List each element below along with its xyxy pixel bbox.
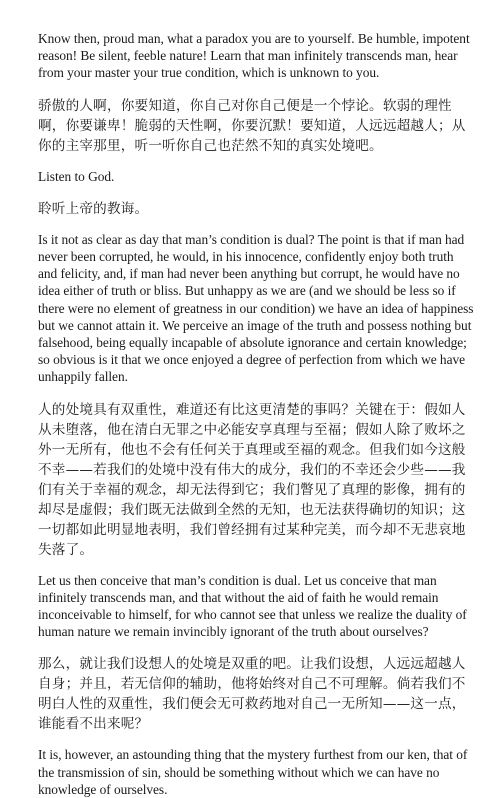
- paragraph-en-5: It is, however, an astounding thing that the mystery furthest from our ken, that of the transmission of sin, should be something without which we can have no knowledge of ourselves.: [38, 747, 468, 797]
- paragraph-en-3: Is it not as clear as day that man’s condition is dual? The point is that if man had never been corrupted, he would, in his innocence, confidently enjoy both truth and felicity, and, if man had never been anything but corrupt, he would have no idea either of truth or bliss. But unhappy as we are (and we should be less so if there were no element of greatness in our condition) we have an idea of happiness but we cannot attain it. We perceive an image of the truth and possess nothing but falsehood, being equally incapable of absolute ignorance and certain knowledge; so obvious is it that we once enjoyed a degree of perfection from which we have unhappily fallen.: [38, 231, 474, 385]
- paragraph-zh-3: 人的处境具有双重性，难道还有比这更清楚的事吗？关键在于：假如人从未堕落，他在清白无罪之中必能安享真理与至福；假如人除了败坏之外一无所有，他也不会有任何关于真理或至福的观念。但我们如今这般不幸——若我们的处境中没有伟大的成分，我们的不幸还会少些——我们有关于幸福的观念，却无法得到它；我们瞥见了真理的影像，拥有的却尽是虚假；我们既无法做到全然的无知，也无法获得确切的知识；这一切都如此明显地表明，我们曾经拥有过某种完美，而今却不无悲哀地失落了。: [38, 401, 466, 558]
- paragraph-zh-2: 聆听上帝的教诲。: [38, 200, 149, 217]
- paragraph-en-4: Let us then conceive that man’s condition is dual. Let us conceive that man infinitely transcends man, and that without the aid of faith he would remain inconceivable to himself, for who cannot see that unless we realize the duality of human nature we remain invincibly ignorant of the truth about ourselves?: [38, 572, 467, 640]
- paragraph-en-2: Listen to God.: [38, 168, 115, 184]
- paragraph-zh-1: 骄傲的人啊，你要知道，你自己对你自己便是一个悖论。软弱的理性啊，你要谦卑！脆弱的天性啊，你要沉默！要知道，人远远超越人；从你的主宰那里，听一听你自己也茫然不知的真实处境吧。: [38, 97, 466, 154]
- paragraph-zh-4: 那么，就让我们设想人的处境是双重的吧。让我们设想，人远远超越人自身；并且，若无信仰的辅助，他将始终对自己不可理解。倘若我们不明白人性的双重性，我们便会无可救药地对自己一无所知——这一点，谁能看不出来呢？: [38, 656, 466, 733]
- document-page: [38, 30, 476, 798]
- paragraph-en-1: Know then, proud man, what a paradox you are to yourself. Be humble, impotent reason! Be silent, feeble nature! Learn that man infinitely transcends man, hear from your master your true condition, which is unknown to you.: [38, 31, 470, 81]
